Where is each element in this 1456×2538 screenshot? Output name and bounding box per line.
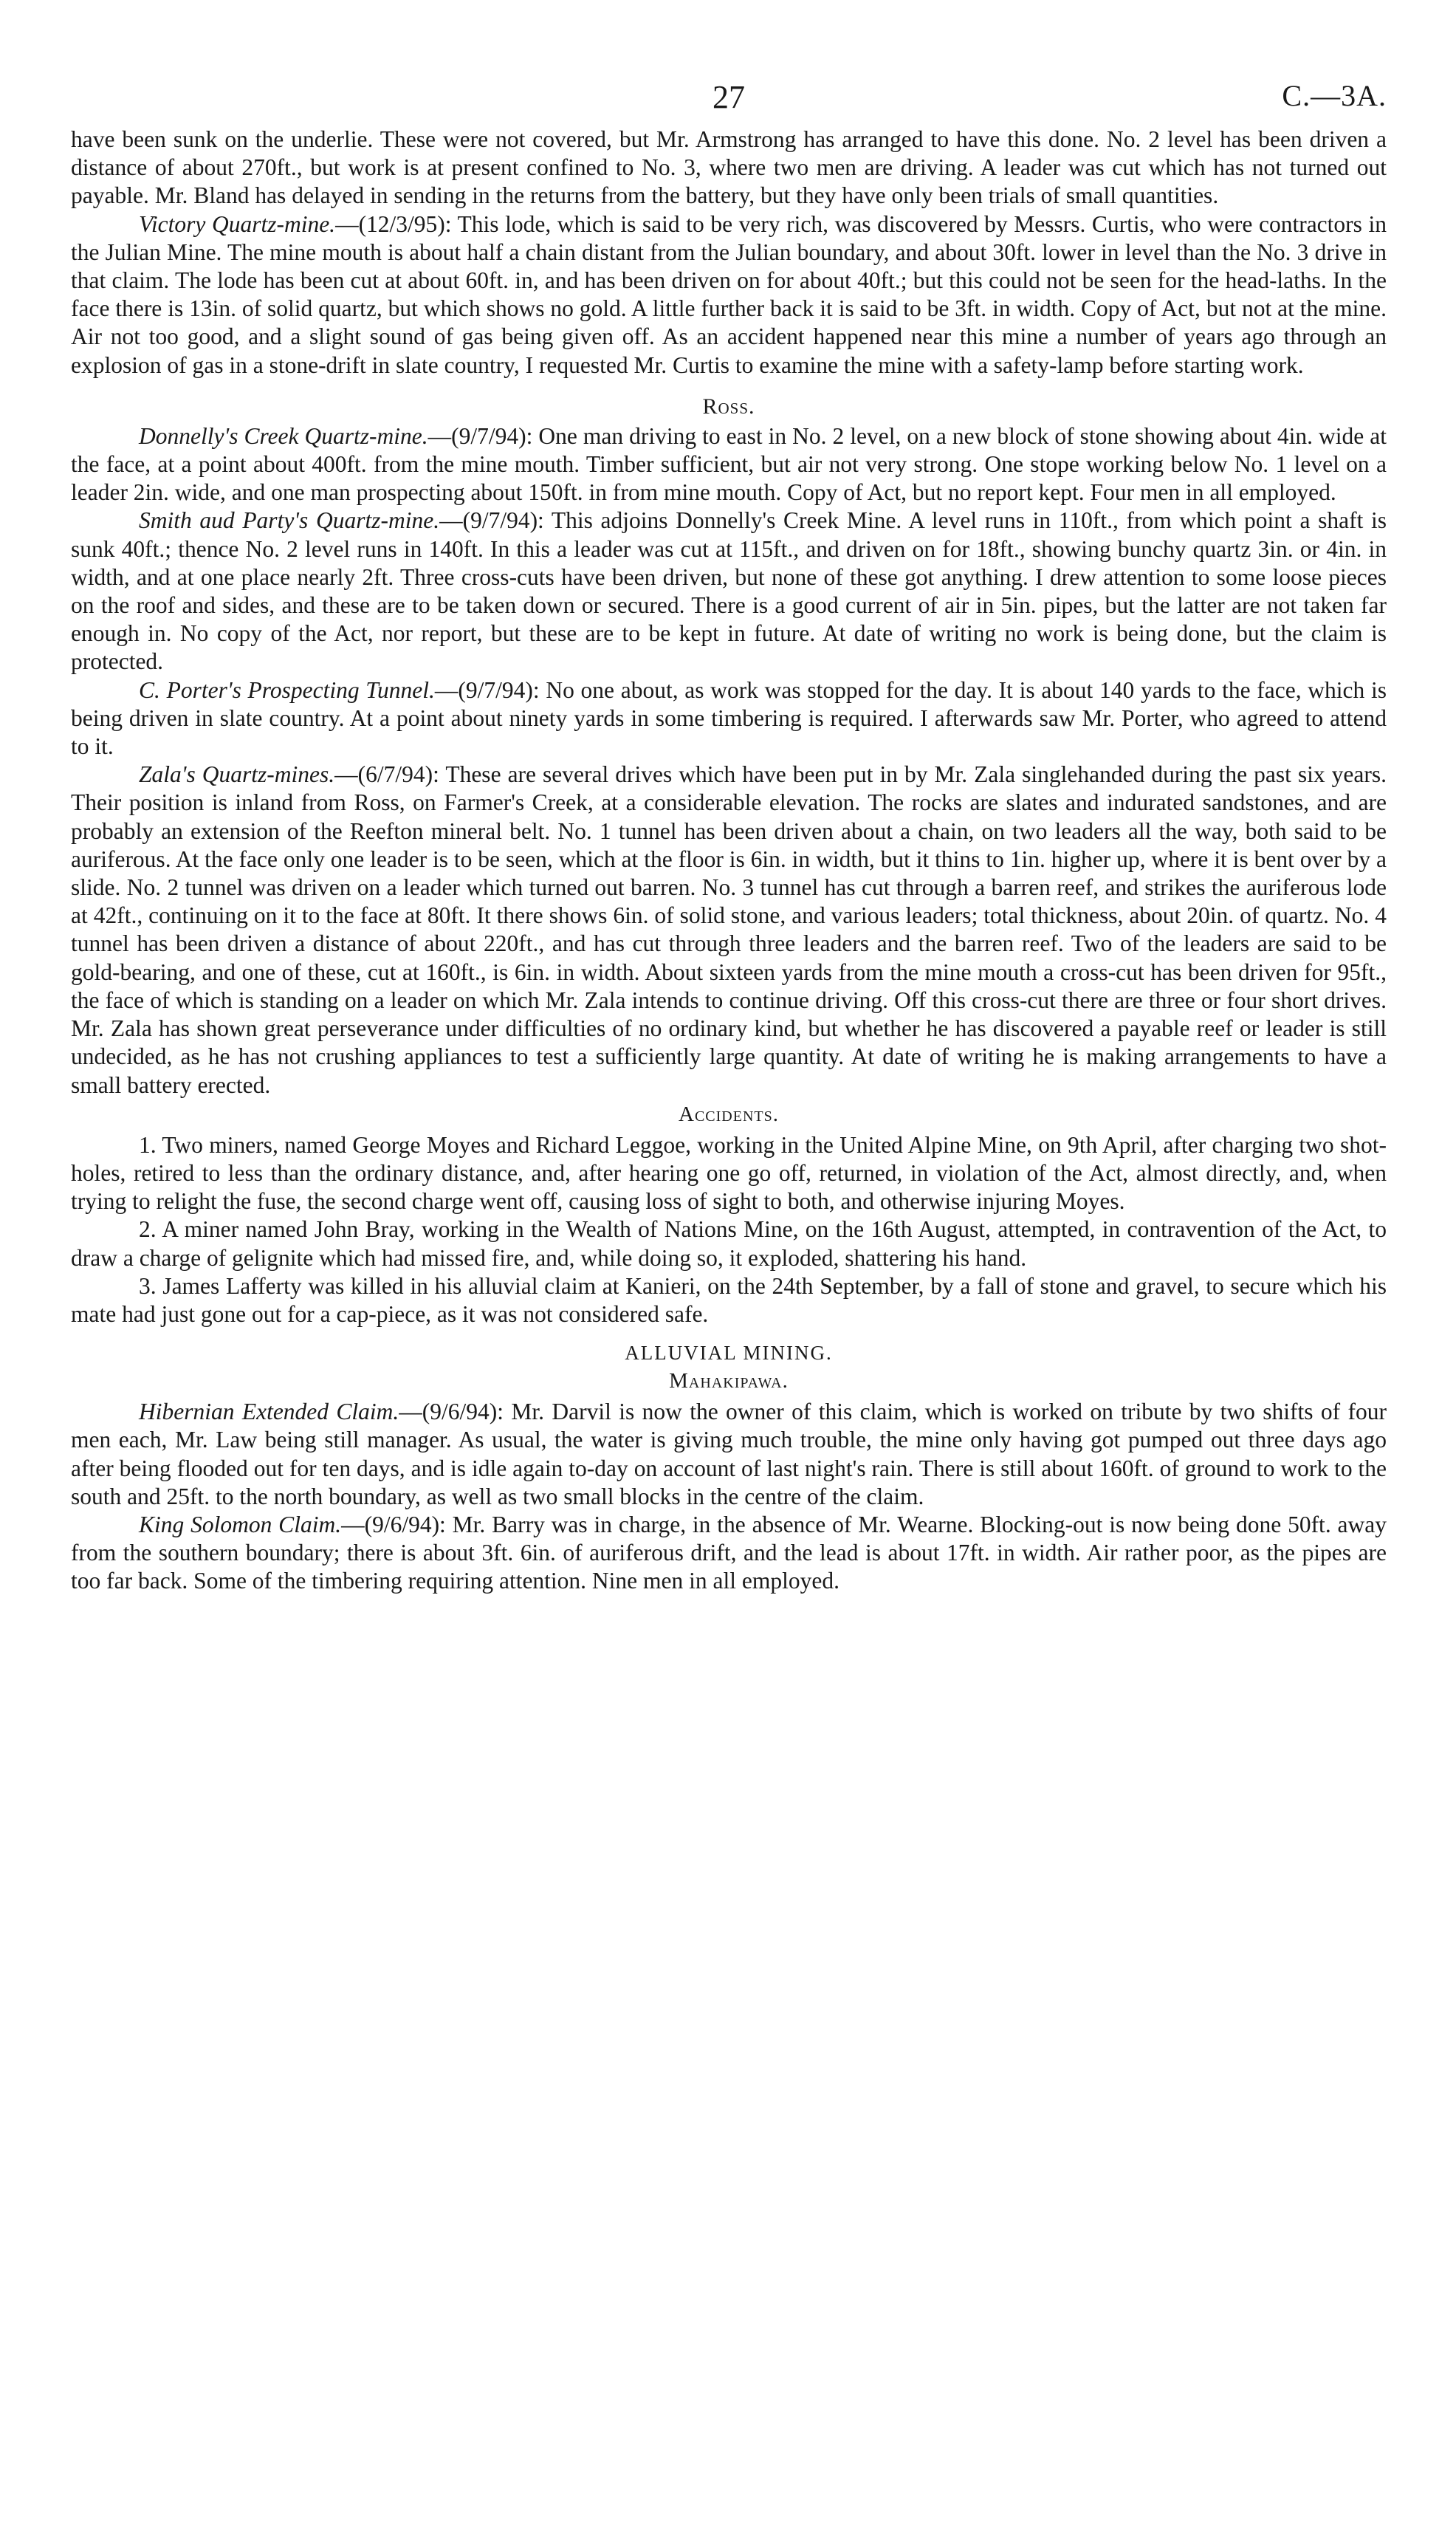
mahakipawa-heading: Mahakipawa. bbox=[669, 1369, 789, 1393]
alluvial-entry-text: —(9/6/94): Mr. Barry was in charge, in the absence of Mr. Wearne. Blocking-out is now being done 50ft. away from the southern boundary; there is about 3ft. 6in. of auriferous drift, and the lead is about 17ft. in width. Air rather poor, as the pipes are too far back. Some of the timbering requiring attention. Nine men in all employed. bbox=[71, 1511, 1387, 1594]
page-number: 27 bbox=[712, 79, 745, 115]
page-header bbox=[71, 74, 1387, 126]
alluvial-entry bbox=[71, 1511, 1387, 1596]
ross-entry-text: —(9/7/94): No one about, as work was stopped for the day. It is about 140 yards to the face, which is being driven in slate country. At a point about ninety yards in some timbering is required. I afterwards saw Mr. Porter, who agreed to attend to it. bbox=[71, 676, 1387, 760]
ross-entry-title: Donnelly's Creek Quartz-mine. bbox=[139, 422, 428, 449]
ross-entry-text: —(9/7/94): This adjoins Donnelly's Creek Mine. A level runs in 110ft., from which point a shaft is sunk 40ft.; thence No. 2 level runs in 140ft. In this a leader was cut at 115ft., and driven on for 18ft., showing bunchy quartz 3in. or 4in. in width, and at one place nearly 2ft. Three cross-cuts have been driven, but none of these got anything. I drew attention to some loose pieces on the roof and sides, and these are to be taken down or secured. There is a good current of air in 5in. pipes, but the latter are not taken far enough in. No copy of the Act, nor report, but these are to be kept in future. At date of writing no work is being done, but the claim is protected. bbox=[71, 507, 1387, 675]
victory-mine-paragraph bbox=[71, 210, 1387, 380]
accident-item: 1. Two miners, named George Moyes and Richard Leggoe, working in the United Alpine Mine, on 9th April, after charging two shot-holes, retired to less than the ordinary distance, and, after hearing one go off, returned, in violation of the Act, almost directly, and, when trying to relight the fuse, the second charge went off, causing loss of sight to both, and otherwise injuring Moyes. bbox=[71, 1131, 1387, 1215]
alluvial-entry-title: King Solomon Claim. bbox=[139, 1511, 342, 1537]
accident-item: 3. James Lafferty was killed in his alluvial claim at Kanieri, on the 24th September, by a fall of stone and gravel, to secure which his mate had just gone out for a cap-piece, as it was not considered safe. bbox=[71, 1272, 1387, 1327]
accident-item: 2. A miner named John Bray, working in the Wealth of Nations Mine, on the 16th August, attempted, in contravention of the Act, to draw a charge of gelignite which had missed fire, and, while doing so, it exploded, shattering his hand. bbox=[71, 1216, 1387, 1271]
intro-paragraph: have been sunk on the underlie. These were not covered, but Mr. Armstrong has arranged to have this done. No. 2 level has been driven a distance of about 270ft., but work is at present confined to No. 3, where two men are driving. A leader was cut which has not turned out payable. Mr. Bland has delayed in sending in the returns from the battery, but they have only been trials of small quantities. bbox=[71, 126, 1387, 209]
ross-heading: Ross. bbox=[702, 394, 755, 419]
document-reference: C.—3A. bbox=[1282, 79, 1387, 112]
ross-entry-title: C. Porter's Prospecting Tunnel. bbox=[139, 676, 435, 703]
ross-entry-text: —(6/7/94): These are several drives which have been put in by Mr. Zala singlehanded during the past six years. Their position is inland from Ross, on Farmer's Creek, at a considerable elevation. The rocks are slates and indurated sandstones, and are probably an extension of the Reefton mineral belt. No. 1 tunnel has been driven about a chain, on two leaders all the way, both said to be auriferous. At the face only one leader is to be seen, which at the floor is 6in. in width, but it thins to 1in. higher up, where it is bent over by a slide. No. 2 tunnel was driven on a leader which turned out barren. No. 3 tunnel has cut through a barren reef, and strikes the auriferous lode at 42ft., continuing on it to the face at 80ft. It there shows 6in. of solid stone, and various leaders; total thickness, about 20in. of quartz. No. 4 tunnel has been driven a distance of about 220ft., and has cut through three leaders and the barren reef. Two of the leaders are said to be gold-bearing, and one of these, cut at 160ft., is 6in. in width. About sixteen yards from the mine mouth a cross-cut has been driven for 95ft., the face of which is standing on a leader on which Mr. Zala intends to continue driving. Off this cross-cut there are three or four short drives. Mr. Zala has shown great perseverance under difficulties of no ordinary kind, but whether he has discovered a payable reef or leader is still undecided, as he has not crushing appliances to test a sufficiently large quantity. At date of writing he is making arrangements to have a small battery erected. bbox=[71, 761, 1387, 1098]
victory-mine-text: —(12/3/95): This lode, which is said to be very rich, was discovered by Messrs. Curtis, who were contractors in the Julian Mine. The mine mouth is about half a chain distant from the Julian boundary, and about 30ft. lower in level than the No. 3 drive in that claim. The lode has been cut at about 60ft. in, and has been driven on for about 40ft.; but this could not be seen for the head-laths. In the face there is 13in. of solid quartz, but which shows no gold. A little further back it is said to be 3ft. in width. Copy of Act, but not at the mine. Air not too good, and a slight sound of gas being given off. As an accident happened near this mine a number of years ago through an explosion of gas in a stone-drift in slate country, I requested Mr. Curtis to examine the mine with a safety-lamp before starting work. bbox=[71, 210, 1387, 378]
ross-entry bbox=[71, 761, 1387, 1099]
alluvial-entry-title: Hibernian Extended Claim. bbox=[139, 1399, 399, 1425]
alluvial-entry-text: —(9/6/94): Mr. Darvil is now the owner of this claim, which is worked on tribute by two shifts of four men each, Mr. Law being still manager. As usual, the water is giving much trouble, the mine only having got pumped out three days ago after being flooded out for ten days, and is idle again to-day on account of last night's rain. There is still about 160ft. of ground to work to the south and 25ft. to the north boundary, as well as two small blocks in the centre of the claim. bbox=[71, 1399, 1387, 1509]
accidents-heading: Accidents. bbox=[679, 1102, 779, 1126]
ross-entry bbox=[71, 422, 1387, 507]
document-page bbox=[71, 74, 1387, 1596]
ross-entry bbox=[71, 507, 1387, 676]
ross-entry-text: —(9/7/94): One man driving to east in No. 2 level, on a new block of stone showing about 4in. wide at the face, at a point about 400ft. from the mine mouth. Timber sufficient, but air not very strong. One stope working below No. 1 level on a leader 2in. wide, and one man prospecting about 150ft. in from mine mouth. Copy of Act, but no report kept. Four men in all employed. bbox=[71, 422, 1387, 506]
ross-entry-title: Smith aud Party's Quartz-mine. bbox=[139, 507, 440, 534]
alluvial-entry bbox=[71, 1398, 1387, 1511]
ross-entry bbox=[71, 676, 1387, 761]
alluvial-mining-heading: ALLUVIAL MINING. bbox=[625, 1342, 833, 1365]
ross-entry-title: Zala's Quartz-mines. bbox=[139, 761, 335, 788]
victory-mine-title: Victory Quartz-mine. bbox=[139, 210, 336, 237]
body-text bbox=[71, 126, 1387, 1596]
